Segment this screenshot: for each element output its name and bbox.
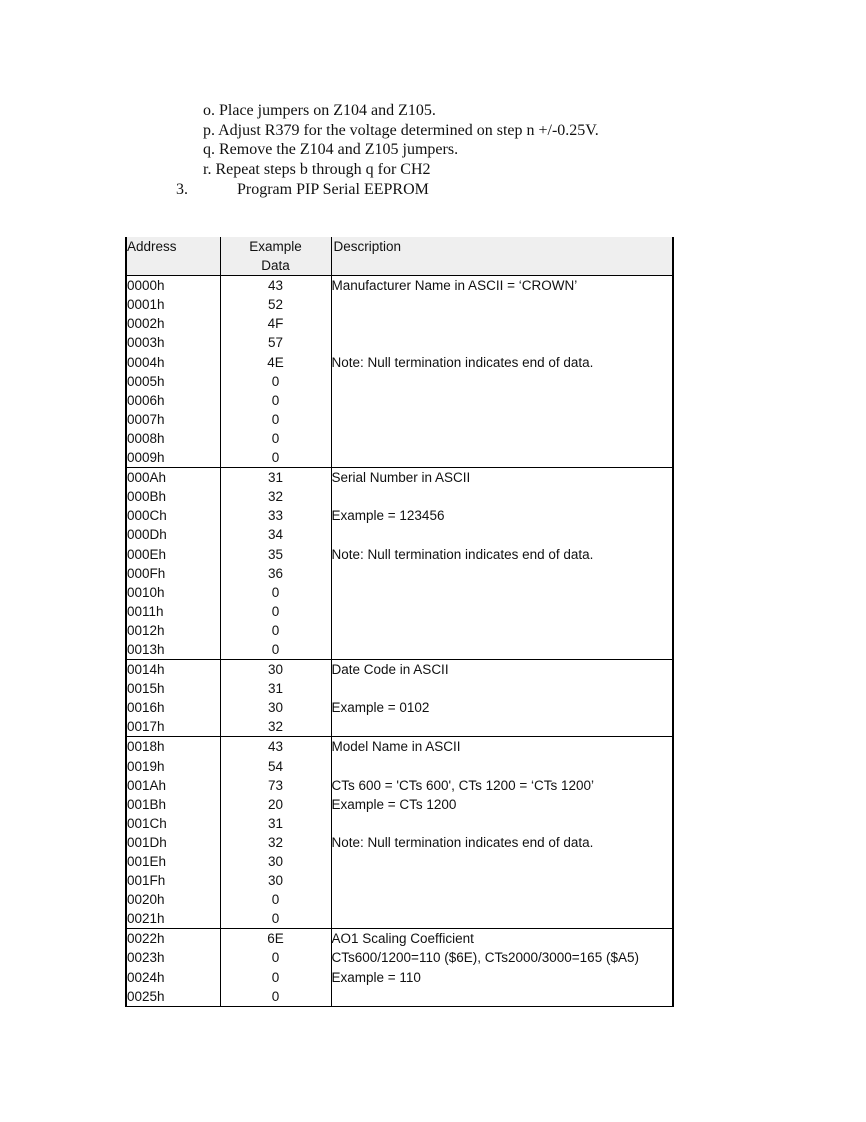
address-cell: 0022h [126, 929, 220, 949]
description-cell [331, 871, 673, 890]
data-cell: 4E [220, 353, 331, 372]
description-cell: Manufacturer Name in ASCII = ‘CROWN’ [331, 276, 673, 296]
description-cell [331, 717, 673, 737]
data-cell: 57 [220, 333, 331, 352]
address-cell: 0001h [126, 295, 220, 314]
address-cell: 000Ch [126, 506, 220, 525]
table-row [126, 909, 673, 929]
table-row [126, 487, 673, 506]
data-cell: 0 [220, 583, 331, 602]
data-cell: 32 [220, 487, 331, 506]
section-title: Program PIP Serial EEPROM [237, 181, 429, 198]
description-cell [331, 391, 673, 410]
procedure-steps [203, 101, 599, 179]
table-row [126, 295, 673, 314]
step-o: o. Place jumpers on Z104 and Z105. [203, 102, 436, 119]
address-cell: 001Eh [126, 852, 220, 871]
table-row [126, 372, 673, 391]
data-cell: 0 [220, 429, 331, 448]
table-row [126, 468, 673, 488]
table-row [126, 621, 673, 640]
address-cell: 0016h [126, 698, 220, 717]
header-data-line1: Example [220, 237, 331, 256]
address-cell: 0017h [126, 717, 220, 737]
table-row [126, 679, 673, 698]
description-cell [331, 487, 673, 506]
table-row [126, 333, 673, 352]
data-cell: 0 [220, 890, 331, 909]
data-cell: 0 [220, 602, 331, 621]
address-cell: 0024h [126, 968, 220, 987]
description-cell [331, 852, 673, 871]
data-cell: 43 [220, 276, 331, 296]
table-row [126, 717, 673, 737]
data-cell: 30 [220, 852, 331, 871]
table-row [126, 871, 673, 890]
address-cell: 001Ch [126, 814, 220, 833]
description-cell [331, 621, 673, 640]
address-cell: 0020h [126, 890, 220, 909]
header-description: Description [331, 237, 673, 256]
table-row [126, 852, 673, 871]
data-cell: 0 [220, 448, 331, 468]
table-row [126, 890, 673, 909]
data-cell: 4F [220, 314, 331, 333]
address-cell: 0007h [126, 410, 220, 429]
address-cell: 0006h [126, 391, 220, 410]
data-cell: 30 [220, 871, 331, 890]
description-cell [331, 333, 673, 352]
description-cell [331, 525, 673, 544]
table-row [126, 410, 673, 429]
description-cell: Model Name in ASCII [331, 737, 673, 757]
description-cell: Note: Null termination indicates end of data. [331, 353, 673, 372]
data-cell: 6E [220, 929, 331, 949]
description-cell [331, 640, 673, 660]
description-cell [331, 583, 673, 602]
data-cell: 33 [220, 506, 331, 525]
description-cell [331, 314, 673, 333]
table-row [126, 833, 673, 852]
address-cell: 0011h [126, 602, 220, 621]
description-cell [331, 564, 673, 583]
description-cell: Serial Number in ASCII [331, 468, 673, 488]
header-address-blank [126, 256, 220, 276]
data-cell: 0 [220, 968, 331, 987]
data-cell: 73 [220, 776, 331, 795]
description-cell: AO1 Scaling Coefficient [331, 929, 673, 949]
address-cell: 000Dh [126, 525, 220, 544]
data-cell: 0 [220, 372, 331, 391]
description-cell: Example = 110 [331, 968, 673, 987]
table-row [126, 814, 673, 833]
address-cell: 000Bh [126, 487, 220, 506]
table-row [126, 795, 673, 814]
address-cell: 0018h [126, 737, 220, 757]
description-cell [331, 757, 673, 776]
section-heading [176, 180, 429, 200]
address-cell: 0003h [126, 333, 220, 352]
address-cell: 0014h [126, 660, 220, 680]
section-number: 3. [176, 181, 188, 198]
description-cell [331, 602, 673, 621]
step-r: r. Repeat steps b through q for CH2 [203, 160, 431, 178]
address-cell: 0012h [126, 621, 220, 640]
description-cell: CTs600/1200=110 ($6E), CTs2000/3000=165 ($A5) [331, 948, 673, 967]
data-cell: 31 [220, 468, 331, 488]
address-cell: 0025h [126, 987, 220, 1007]
header-description-blank [331, 256, 673, 276]
description-cell: Example = CTs 1200 [331, 795, 673, 814]
step-q: q. Remove the Z104 and Z105 jumpers. [203, 141, 459, 158]
table-row [126, 660, 673, 680]
data-cell: 0 [220, 909, 331, 929]
data-cell: 0 [220, 410, 331, 429]
data-cell: 32 [220, 717, 331, 737]
table-row [126, 314, 673, 333]
table-row [126, 583, 673, 602]
description-cell [331, 814, 673, 833]
description-cell: Example = 123456 [331, 506, 673, 525]
table-row [126, 968, 673, 987]
step-p: p. Adjust R379 for the voltage determined on step n +/-0.25V. [203, 121, 599, 139]
table-row [126, 737, 673, 757]
data-cell: 0 [220, 987, 331, 1007]
description-cell [331, 448, 673, 468]
header-data-line2: Data [220, 256, 331, 276]
table-row [126, 776, 673, 795]
address-cell: 0005h [126, 372, 220, 391]
description-cell [331, 410, 673, 429]
table-row [126, 602, 673, 621]
table-row [126, 698, 673, 717]
data-cell: 30 [220, 660, 331, 680]
data-cell: 20 [220, 795, 331, 814]
table-row [126, 948, 673, 967]
table-row [126, 929, 673, 949]
address-cell: 000Fh [126, 564, 220, 583]
address-cell: 0002h [126, 314, 220, 333]
address-cell: 0015h [126, 679, 220, 698]
address-cell: 001Ah [126, 776, 220, 795]
table-row [126, 276, 673, 296]
data-cell: 35 [220, 545, 331, 564]
data-cell: 54 [220, 757, 331, 776]
address-cell: 000Eh [126, 545, 220, 564]
address-cell: 001Bh [126, 795, 220, 814]
header-address: Address [126, 237, 220, 256]
data-cell: 43 [220, 737, 331, 757]
data-cell: 36 [220, 564, 331, 583]
description-cell [331, 679, 673, 698]
description-cell: Date Code in ASCII [331, 660, 673, 680]
table-row [126, 429, 673, 448]
table-row [126, 987, 673, 1007]
description-cell: CTs 600 = 'CTs 600', CTs 1200 = ‘CTs 1200’ [331, 776, 673, 795]
table-row [126, 525, 673, 544]
address-cell: 001Fh [126, 871, 220, 890]
description-cell: Note: Null termination indicates end of data. [331, 833, 673, 852]
address-cell: 0013h [126, 640, 220, 660]
data-cell: 0 [220, 621, 331, 640]
description-cell [331, 890, 673, 909]
address-cell: 0000h [126, 276, 220, 296]
description-cell [331, 372, 673, 391]
table-row [126, 353, 673, 372]
data-cell: 52 [220, 295, 331, 314]
description-cell [331, 987, 673, 1007]
address-cell: 0021h [126, 909, 220, 929]
description-cell [331, 909, 673, 929]
table-row [126, 564, 673, 583]
eeprom-table [125, 237, 674, 1007]
description-cell [331, 429, 673, 448]
address-cell: 0023h [126, 948, 220, 967]
data-cell: 30 [220, 698, 331, 717]
address-cell: 000Ah [126, 468, 220, 488]
data-cell: 0 [220, 391, 331, 410]
table-row [126, 448, 673, 468]
address-cell: 0008h [126, 429, 220, 448]
description-cell: Example = 0102 [331, 698, 673, 717]
data-cell: 31 [220, 814, 331, 833]
description-cell: Note: Null termination indicates end of data. [331, 545, 673, 564]
table-row [126, 640, 673, 660]
data-cell: 0 [220, 640, 331, 660]
data-cell: 0 [220, 948, 331, 967]
address-cell: 0009h [126, 448, 220, 468]
table-row [126, 545, 673, 564]
address-cell: 0010h [126, 583, 220, 602]
table-row [126, 506, 673, 525]
address-cell: 001Dh [126, 833, 220, 852]
description-cell [331, 295, 673, 314]
data-cell: 32 [220, 833, 331, 852]
data-cell: 34 [220, 525, 331, 544]
table-row [126, 757, 673, 776]
address-cell: 0019h [126, 757, 220, 776]
table-row [126, 391, 673, 410]
address-cell: 0004h [126, 353, 220, 372]
data-cell: 31 [220, 679, 331, 698]
